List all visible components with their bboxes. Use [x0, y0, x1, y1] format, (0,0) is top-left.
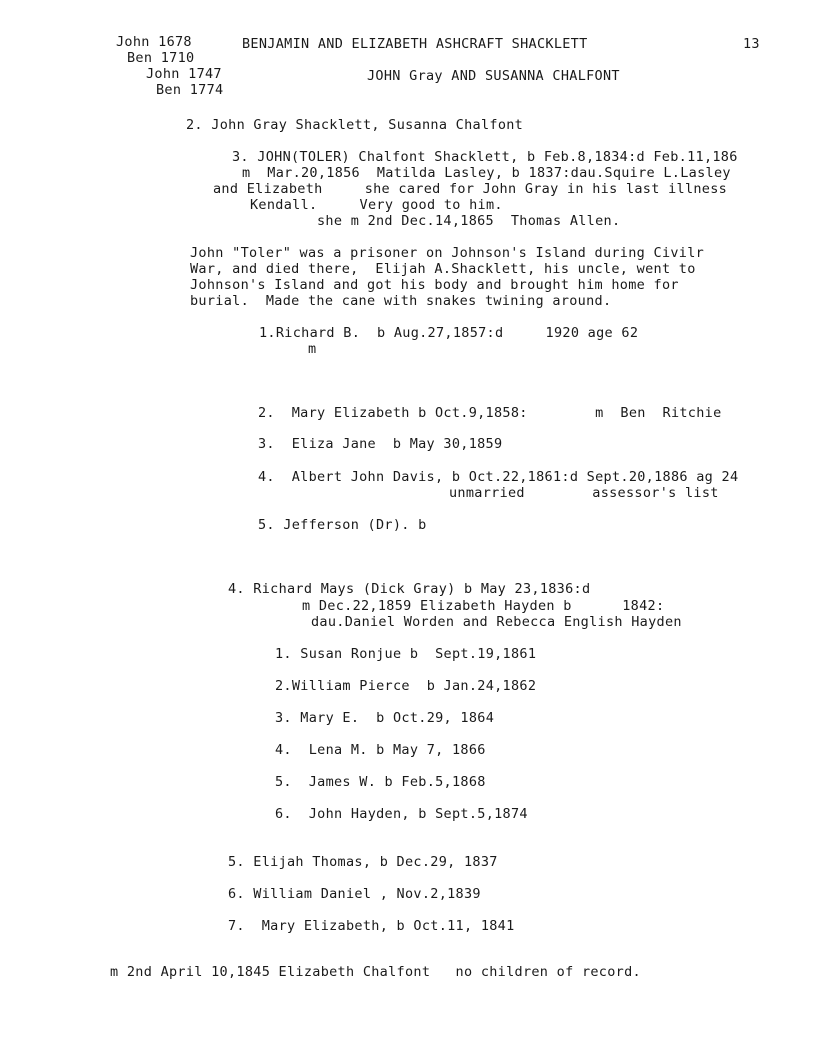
second-marriage-note: m 2nd April 10,1845 Elizabeth Chalfont no children of record.: [110, 964, 641, 980]
child3-line2: m Mar.20,1856 Matilda Lasley, b 1837:dau.Squire L.Lasley: [242, 165, 731, 181]
toler-child-3: 3. Eliza Jane b May 30,1859: [258, 436, 503, 452]
child3-line3: and Elizabeth she cared for John Gray in his last illness: [213, 181, 728, 197]
toler-child-4: 4. Albert John Davis, b Oct.22,1861:d Sept.20,1886 ag 24: [258, 469, 739, 485]
richard-child-1: 1. Susan Ronjue b Sept.19,1861: [275, 646, 537, 662]
child3-line1: 3. JOHN(TOLER) Chalfont Shacklett, b Feb.8,1834:d Feb.11,186: [232, 149, 738, 165]
child4-line1: 4. Richard Mays (Dick Gray) b May 23,1836:d: [228, 581, 591, 597]
toler-child-4-note: unmarried assessor's list: [449, 485, 719, 501]
page-number: 13: [743, 36, 760, 52]
paragraph-line4: burial. Made the cane with snakes twining around.: [190, 293, 612, 309]
richard-child-5: 5. James W. b Feb.5,1868: [275, 774, 486, 790]
child-7: 7. Mary Elizabeth, b Oct.11, 1841: [228, 918, 515, 934]
paragraph-line1: John "Toler" was a prisoner on Johnson's Island during Civilr: [190, 245, 705, 261]
richard-child-3: 3. Mary E. b Oct.29, 1864: [275, 710, 495, 726]
toler-child-1: 1.Richard B. b Aug.27,1857:d 1920 age 62: [259, 325, 639, 341]
child-6: 6. William Daniel , Nov.2,1839: [228, 886, 481, 902]
toler-child-1-married: m: [308, 341, 317, 357]
child4-line3: dau.Daniel Worden and Rebecca English Hayden: [311, 614, 682, 630]
child3-line4: Kendall. Very good to him.: [250, 197, 503, 213]
toler-child-5: 5. Jefferson (Dr). b: [258, 517, 427, 533]
family-title: BENJAMIN AND ELIZABETH ASHCRAFT SHACKLETT: [242, 36, 588, 52]
richard-child-2: 2.William Pierce b Jan.24,1862: [275, 678, 537, 694]
paragraph-line3: Johnson's Island and got his body and brought him home for: [190, 277, 679, 293]
lineage-john-1678: John 1678: [116, 34, 192, 50]
gen2-heading: 2. John Gray Shacklett, Susanna Chalfont: [186, 117, 524, 133]
lineage-john-1747: John 1747: [146, 66, 222, 82]
richard-child-6: 6. John Hayden, b Sept.5,1874: [275, 806, 528, 822]
sub-title: JOHN Gray AND SUSANNA CHALFONT: [367, 68, 620, 84]
toler-child-2: 2. Mary Elizabeth b Oct.9,1858: m Ben Ritchie: [258, 405, 722, 421]
child4-line2: m Dec.22,1859 Elizabeth Hayden b 1842:: [302, 598, 665, 614]
lineage-ben-1710: Ben 1710: [127, 50, 195, 66]
lineage-ben-1774: Ben 1774: [156, 82, 224, 98]
richard-child-4: 4. Lena M. b May 7, 1866: [275, 742, 486, 758]
child-5: 5. Elijah Thomas, b Dec.29, 1837: [228, 854, 498, 870]
paragraph-line2: War, and died there, Elijah A.Shacklett, his uncle, went to: [190, 261, 696, 277]
child3-line5: she m 2nd Dec.14,1865 Thomas Allen.: [317, 213, 621, 229]
